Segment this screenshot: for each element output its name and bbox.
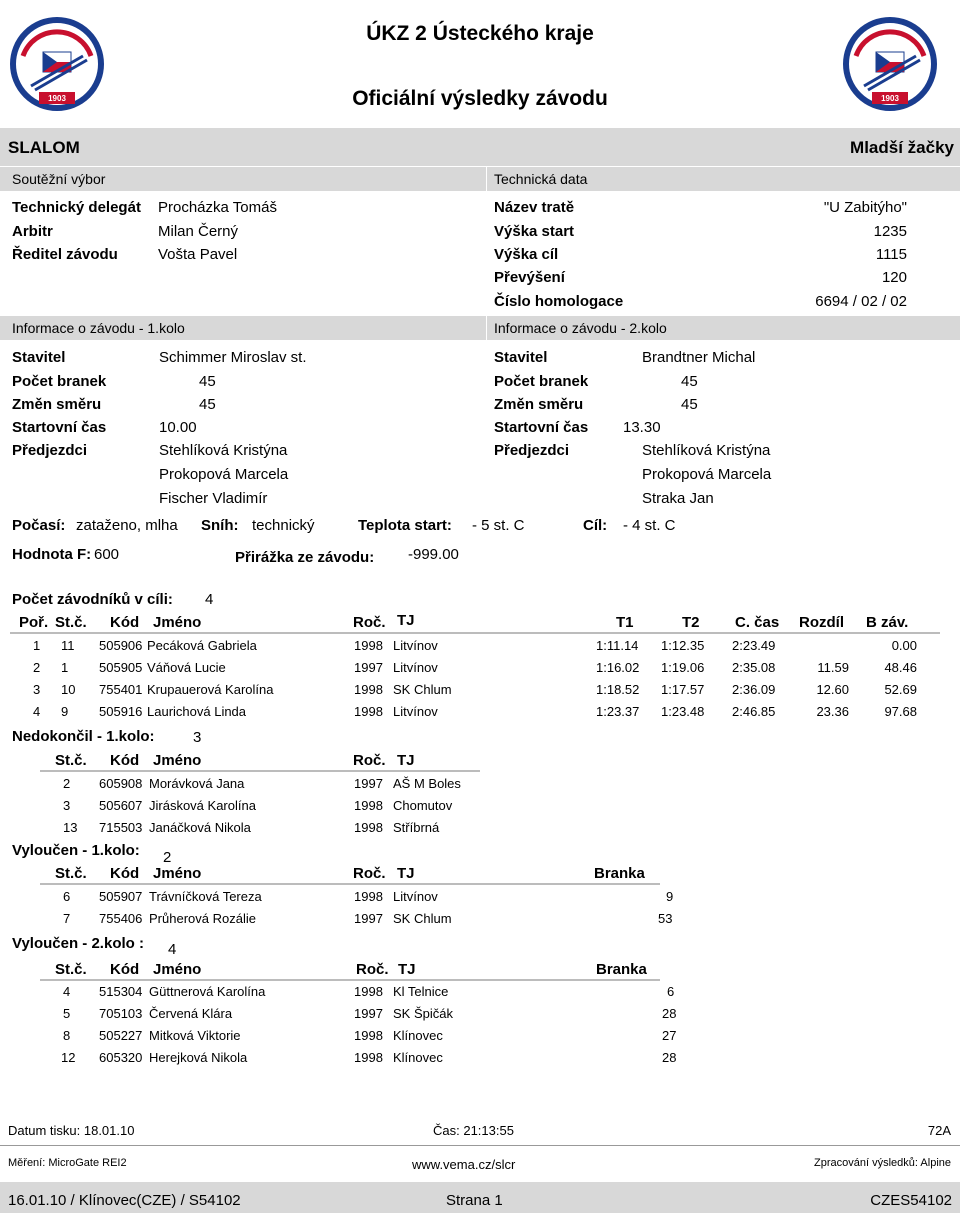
- name: Laurichová Linda: [147, 704, 247, 719]
- year: 1998: [354, 704, 383, 719]
- run1-start: 10.00: [159, 419, 197, 436]
- total: 2:46.85: [732, 704, 776, 719]
- col-club: TJ: [398, 961, 416, 978]
- committee-band: [0, 167, 960, 191]
- finishers-label: Počet závodníků v cíli:: [12, 591, 173, 608]
- dnf1-count: 3: [193, 729, 202, 746]
- finishers-count: 4: [205, 591, 214, 608]
- club: Kl Telnice: [393, 984, 449, 999]
- bib: 12: [61, 1050, 76, 1065]
- rank: 2: [33, 660, 41, 675]
- col-year: Roč.: [353, 865, 386, 882]
- name: Jirásková Karolína: [149, 798, 256, 813]
- code: 515304: [99, 984, 143, 999]
- committee-value: Vošta Pavel: [158, 246, 238, 263]
- technical-heading: Technická data: [494, 171, 588, 187]
- bib: 7: [63, 911, 71, 926]
- col-diff: Rozdíl: [799, 614, 844, 631]
- club: Litvínov: [393, 638, 438, 653]
- col-bib: St.č.: [55, 961, 87, 978]
- category: Mladší žačky: [850, 138, 954, 157]
- year: 1997: [354, 1006, 383, 1021]
- club: Litvínov: [393, 704, 438, 719]
- col-name: Jméno: [153, 961, 202, 978]
- print-time: Čas: 21:13:55: [433, 1123, 514, 1138]
- run2-forerunner: Straka Jan: [642, 490, 714, 507]
- t2: 1:23.48: [661, 704, 705, 719]
- footer-rule: [0, 1145, 960, 1146]
- code: 505916: [99, 704, 143, 719]
- rank: 1: [33, 638, 41, 653]
- committee-label: Technický delegát: [12, 199, 141, 216]
- t1: 1:16.02: [596, 660, 640, 675]
- col-bib: St.č.: [55, 752, 87, 769]
- col-points: B záv.: [866, 614, 909, 631]
- run2-start: 13.30: [623, 419, 661, 436]
- name: Krupauerová Karolína: [147, 682, 274, 697]
- discipline-band: [0, 128, 960, 166]
- dnf1-label: Nedokončil - 1.kolo:: [12, 728, 155, 745]
- bib: 3: [63, 798, 71, 813]
- technical-value: 1115: [875, 246, 907, 263]
- bib: 9: [61, 704, 69, 719]
- code: 505905: [99, 660, 143, 675]
- col-name: Jméno: [153, 865, 202, 882]
- band-divider: [486, 167, 487, 191]
- col-year: Roč.: [356, 961, 389, 978]
- points: 52.69: [884, 682, 917, 697]
- bib: 8: [63, 1028, 71, 1043]
- page-subtitle: Oficiální výsledky závodu: [352, 87, 608, 110]
- dsq2-count: 4: [168, 941, 177, 958]
- gate: 9: [666, 889, 674, 904]
- run1-heading: Informace o závodu - 1.kolo: [12, 320, 185, 336]
- col-code: Kód: [110, 961, 140, 978]
- run1-setter: Schimmer Miroslav st.: [159, 349, 307, 366]
- name: Váňová Lucie: [147, 660, 226, 675]
- header-underline: [40, 883, 660, 885]
- technical-label: Výška cíl: [494, 246, 559, 263]
- club: SK Chlum: [393, 682, 452, 697]
- page-number: Strana 1: [446, 1192, 503, 1209]
- run1-forerunners-label: Předjezdci: [12, 442, 88, 459]
- band-divider: [486, 316, 487, 340]
- run2-gates: 45: [681, 373, 698, 390]
- temp-finish: - 4 st. C: [623, 517, 676, 534]
- t1: 1:18.52: [596, 682, 640, 697]
- t2: 1:19.06: [661, 660, 705, 675]
- committee-value: Procházka Tomáš: [158, 199, 277, 216]
- col-rank: Poř.: [19, 614, 49, 631]
- run2-forerunner: Stehlíková Kristýna: [642, 442, 771, 459]
- club: Klínovec: [393, 1050, 443, 1065]
- year: 1998: [354, 889, 383, 904]
- code: 505227: [99, 1028, 143, 1043]
- discipline: SLALOM: [8, 138, 80, 157]
- bib: 13: [63, 820, 78, 835]
- technical-label: Číslo homologace: [494, 293, 624, 310]
- code: 605320: [99, 1050, 143, 1065]
- club: AŠ M Boles: [393, 776, 461, 791]
- club: Klínovec: [393, 1028, 443, 1043]
- race-info: 16.01.10 / Klínovec(CZE) / S54102: [8, 1192, 241, 1209]
- f-value: 600: [94, 546, 120, 563]
- name: Trávníčková Tereza: [149, 889, 262, 904]
- year: 1998: [354, 1050, 383, 1065]
- t2: 1:12.35: [661, 638, 705, 653]
- run1-forerunner: Stehlíková Kristýna: [159, 442, 288, 459]
- technical-label: Název tratě: [494, 199, 575, 216]
- gate: 6: [667, 984, 675, 999]
- rank: 3: [33, 682, 41, 697]
- name: Pecáková Gabriela: [147, 638, 257, 653]
- name: Güttnerová Karolína: [149, 984, 266, 999]
- committee-label: Ředitel závodu: [12, 246, 118, 263]
- run1-forerunner: Fischer Vladimír: [159, 490, 268, 507]
- page-title: ÚKZ 2 Ústeckého kraje: [366, 22, 594, 45]
- run2-gates-label: Počet branek: [494, 373, 589, 390]
- diff: 23.36: [816, 704, 849, 719]
- svg-text:1903: 1903: [881, 94, 899, 103]
- run1-turns: 45: [199, 396, 216, 413]
- code: 505607: [99, 798, 143, 813]
- col-bib: St.č.: [55, 865, 87, 882]
- technical-value: 120: [881, 269, 907, 286]
- col-year: Roč.: [353, 752, 386, 769]
- total: 2:36.09: [732, 682, 776, 697]
- name: Červená Klára: [149, 1006, 233, 1021]
- snow-label: Sníh:: [201, 517, 239, 534]
- code: 505907: [99, 889, 143, 904]
- technical-label: Výška start: [494, 223, 575, 240]
- col-club: TJ: [397, 612, 415, 629]
- col-name: Jméno: [153, 752, 202, 769]
- header-underline: [40, 770, 480, 772]
- year: 1997: [354, 660, 383, 675]
- club: Litvínov: [393, 889, 438, 904]
- code: 755401: [99, 682, 143, 697]
- penalty: -999.00: [408, 546, 459, 563]
- dsq1-count: 2: [163, 849, 172, 866]
- technical-value: 6694 / 02 / 02: [815, 293, 907, 310]
- processing: Zpracování výsledků: Alpine: [814, 1157, 951, 1169]
- col-year: Roč.: [353, 614, 386, 631]
- col-gate: Branka: [594, 865, 645, 882]
- col-t1: T1: [616, 614, 634, 631]
- name: Morávková Jana: [149, 776, 245, 791]
- bib: 2: [63, 776, 71, 791]
- club: Chomutov: [393, 798, 453, 813]
- run2-setter-label: Stavitel: [494, 349, 548, 366]
- run1-gates-label: Počet branek: [12, 373, 107, 390]
- year: 1998: [354, 984, 383, 999]
- club: SK Chlum: [393, 911, 452, 926]
- run2-turns: 45: [681, 396, 698, 413]
- dsq1-label: Vyloučen - 1.kolo:: [12, 842, 140, 859]
- code: 715503: [99, 820, 143, 835]
- club: Stříbrná: [393, 820, 440, 835]
- run2-turns-label: Změn směru: [494, 396, 584, 413]
- code: 755406: [99, 911, 143, 926]
- diff: 11.59: [817, 660, 849, 675]
- col-code: Kód: [110, 865, 140, 882]
- gate: 28: [662, 1050, 677, 1065]
- penalty-label: Přirážka ze závodu:: [235, 549, 375, 566]
- run2-start-label: Startovní čas: [494, 419, 589, 436]
- race-code: CZES54102: [870, 1192, 952, 1209]
- weather: zataženo, mlha: [76, 517, 178, 534]
- code: 605908: [99, 776, 143, 791]
- col-gate: Branka: [596, 961, 647, 978]
- col-code: Kód: [110, 614, 140, 631]
- year: 1997: [354, 776, 383, 791]
- name: Průherová Rozálie: [149, 911, 256, 926]
- bib: 10: [61, 682, 76, 697]
- temp-start: - 5 st. C: [472, 517, 525, 534]
- run1-turns-label: Změn směru: [12, 396, 102, 413]
- rank: 4: [33, 704, 41, 719]
- run1-start-label: Startovní čas: [12, 419, 107, 436]
- committee-heading: Soutěžní výbor: [12, 171, 106, 187]
- col-code: Kód: [110, 752, 140, 769]
- gate: 28: [662, 1006, 677, 1021]
- year: 1997: [354, 911, 383, 926]
- year: 1998: [354, 820, 383, 835]
- temp-start-label: Teplota start:: [358, 517, 452, 534]
- t1: 1:23.37: [596, 704, 640, 719]
- bib: 11: [61, 638, 75, 653]
- col-t2: T2: [682, 614, 700, 631]
- snow: technický: [252, 517, 315, 534]
- dsq2-label: Vyloučen - 2.kolo :: [12, 935, 144, 952]
- year: 1998: [354, 1028, 383, 1043]
- col-name: Jméno: [153, 614, 202, 631]
- bib: 4: [63, 984, 71, 999]
- code: 705103: [99, 1006, 143, 1021]
- points: 48.46: [884, 660, 917, 675]
- total: 2:23.49: [732, 638, 776, 653]
- t2: 1:17.57: [661, 682, 705, 697]
- temp-finish-label: Cíl:: [583, 517, 608, 534]
- run1-forerunner: Prokopová Marcela: [159, 466, 289, 483]
- gate: 53: [658, 911, 673, 926]
- name: Mitková Viktorie: [149, 1028, 241, 1043]
- committee-value: Milan Černý: [158, 223, 239, 240]
- technical-label: Převýšení: [494, 269, 565, 286]
- year: 1998: [354, 798, 383, 813]
- header-underline: [40, 979, 660, 981]
- gate: 27: [662, 1028, 677, 1043]
- technical-value: 1235: [873, 223, 907, 240]
- print-date: Datum tisku: 18.01.10: [8, 1123, 135, 1138]
- club: Litvínov: [393, 660, 438, 675]
- bib: 5: [63, 1006, 71, 1021]
- points: 0.00: [891, 638, 917, 653]
- run2-forerunner: Prokopová Marcela: [642, 466, 772, 483]
- name: Janáčková Nikola: [149, 820, 251, 835]
- t1: 1:11.14: [596, 638, 639, 653]
- run1-setter-label: Stavitel: [12, 349, 66, 366]
- col-club: TJ: [397, 865, 415, 882]
- total: 2:35.08: [732, 660, 776, 675]
- run2-forerunners-label: Předjezdci: [494, 442, 570, 459]
- run2-setter: Brandtner Michal: [642, 349, 756, 366]
- run2-heading: Informace o závodu - 2.kolo: [494, 320, 667, 336]
- col-total: C. čas: [735, 614, 780, 631]
- col-bib: St.č.: [55, 614, 87, 631]
- svg-text:1903: 1903: [48, 94, 66, 103]
- diff: 12.60: [816, 682, 849, 697]
- header-underline: [10, 632, 940, 634]
- name: Herejková Nikola: [149, 1050, 248, 1065]
- bib: 1: [61, 660, 69, 675]
- year: 1998: [354, 682, 383, 697]
- run1-gates: 45: [199, 373, 216, 390]
- f-value-label: Hodnota F:: [12, 546, 92, 563]
- code: 505906: [99, 638, 143, 653]
- points: 97.68: [884, 704, 917, 719]
- col-club: TJ: [397, 752, 415, 769]
- website-link[interactable]: www.vema.cz/slcr: [412, 1157, 516, 1172]
- weather-label: Počasí:: [12, 517, 66, 534]
- year: 1998: [354, 638, 383, 653]
- technical-value: "U Zabitýho": [823, 199, 907, 216]
- report-code: 72A: [927, 1123, 951, 1138]
- timing: Měření: MicroGate REI2: [8, 1157, 127, 1169]
- club: SK Špičák: [393, 1006, 453, 1021]
- bib: 6: [63, 889, 71, 904]
- committee-label: Arbitr: [12, 223, 53, 240]
